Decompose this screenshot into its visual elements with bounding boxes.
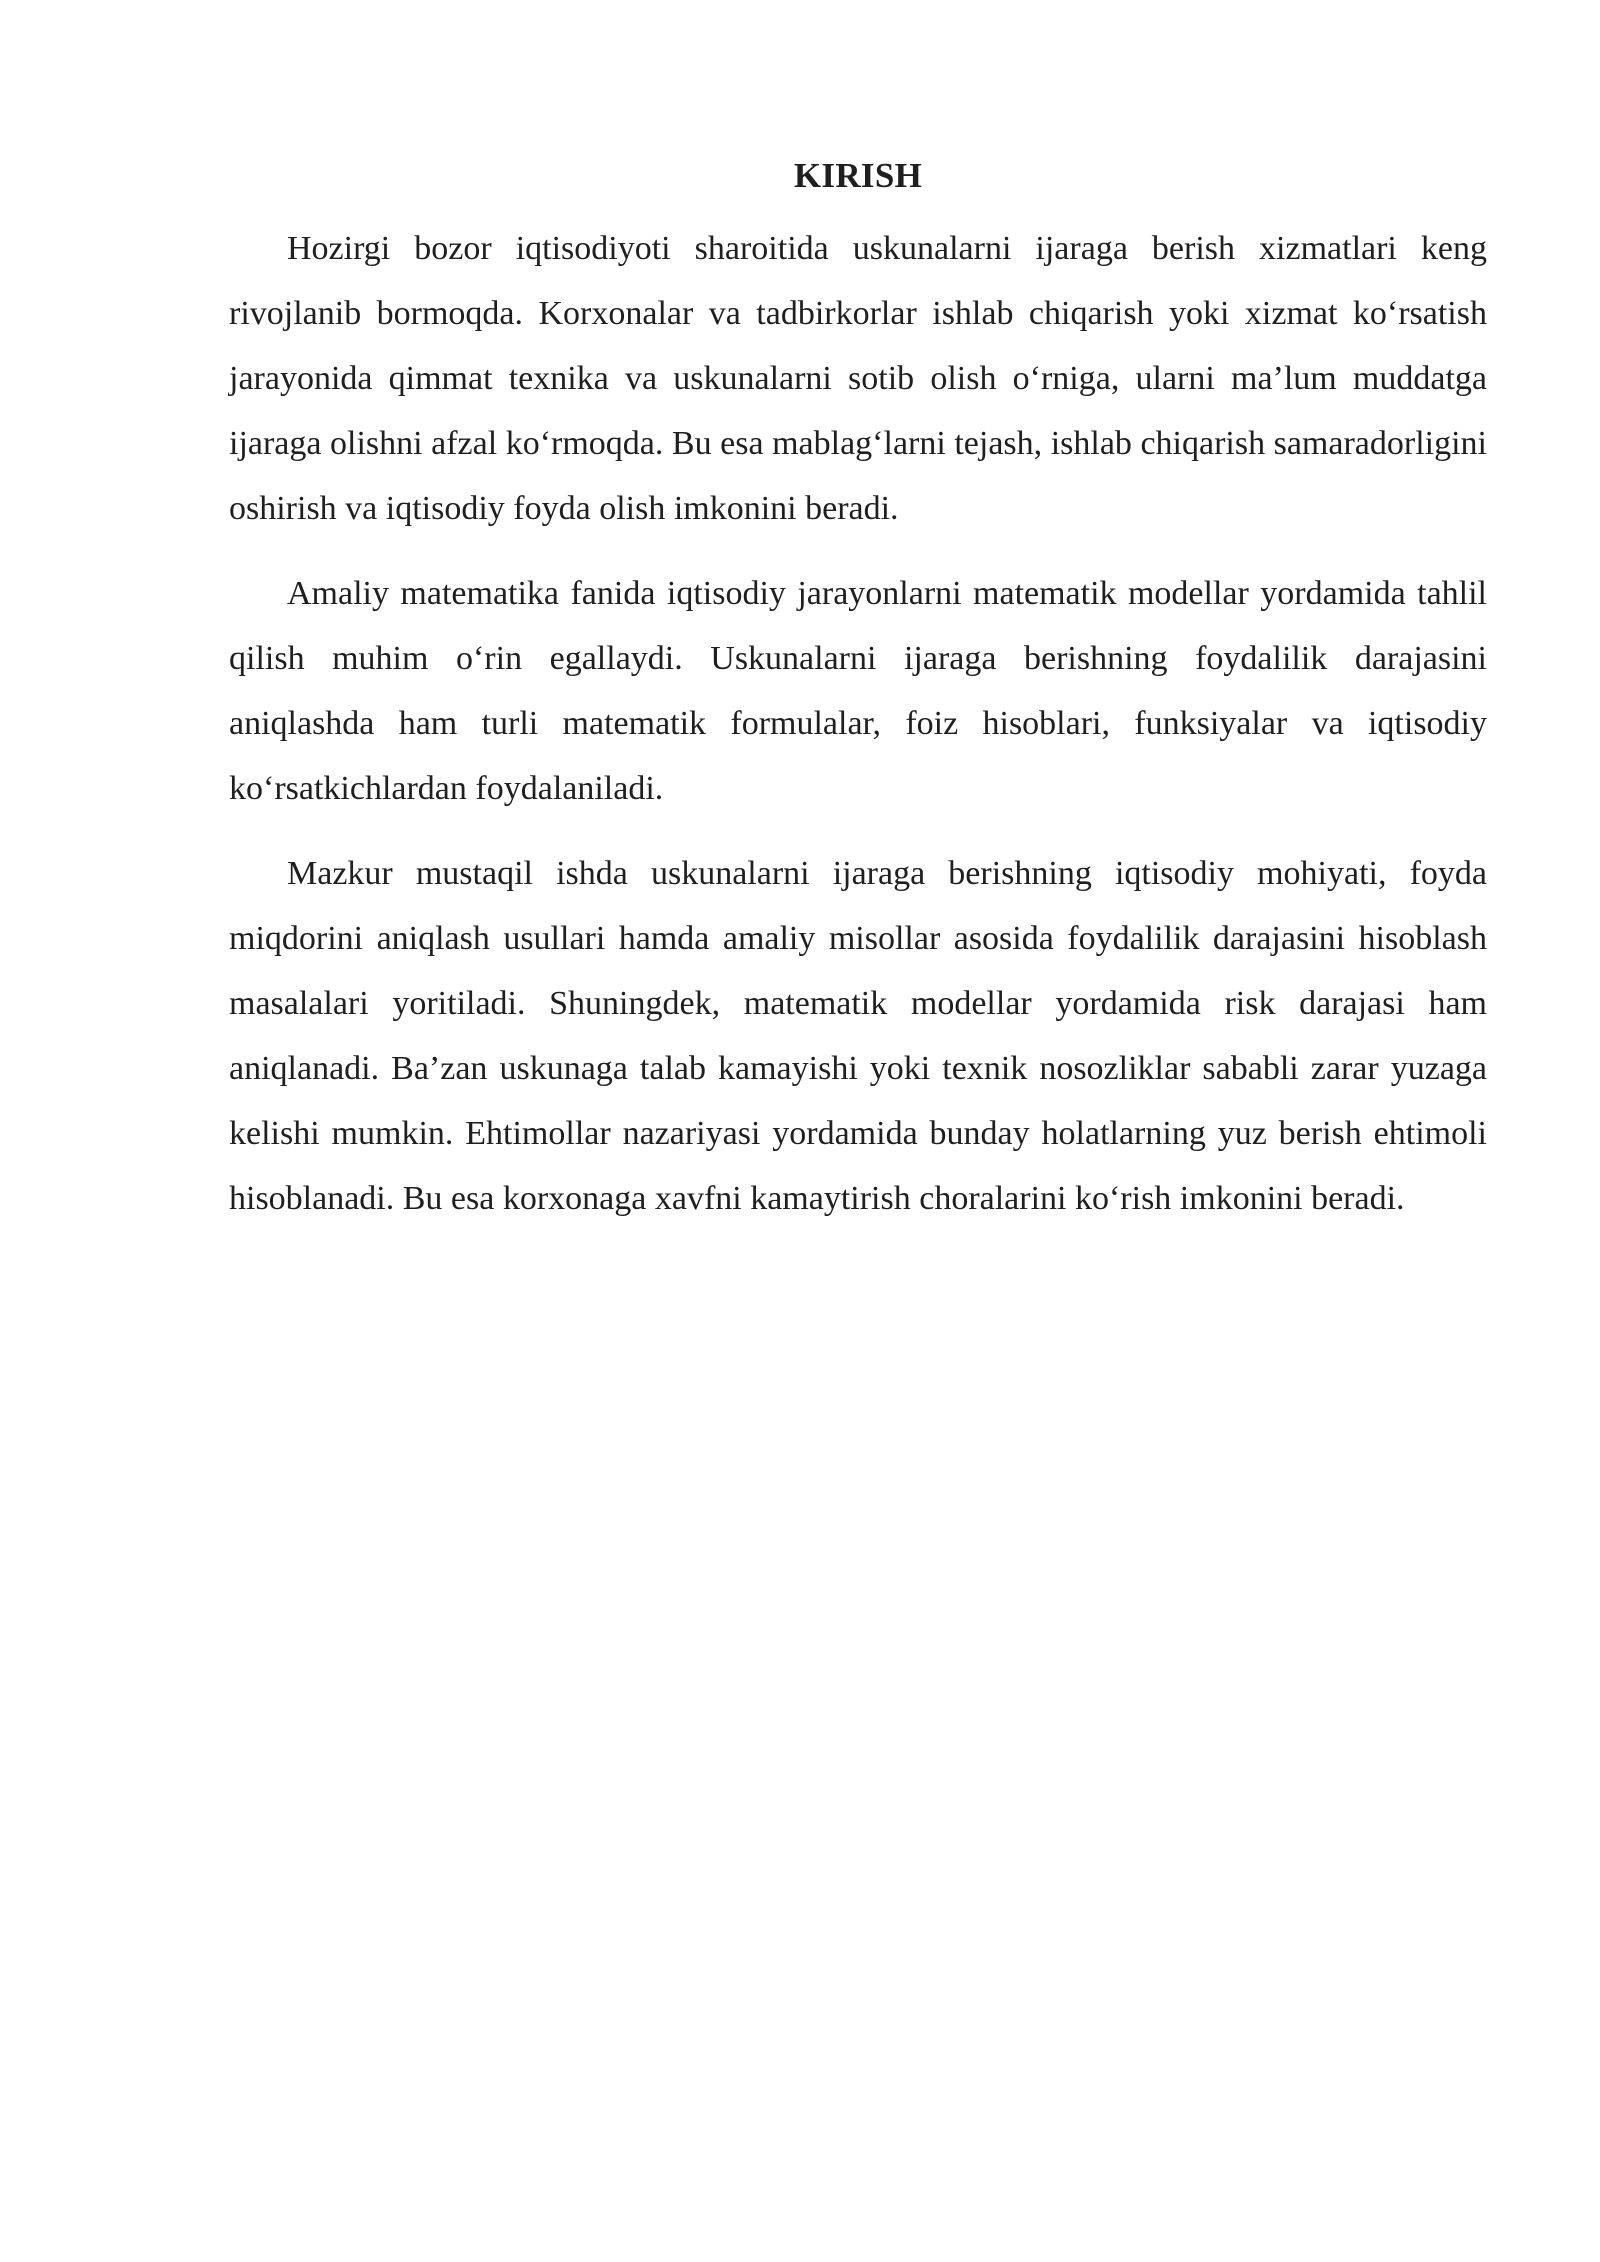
page-content — [229, 146, 1487, 1251]
section-title: KIRISH — [793, 156, 923, 195]
paragraph-2: Amaliy matematika fanida iqtisodiy jarayonlarni matematik modellar yordamida tahlil qilish muhim o‘rin egallaydi. Uskunalarni ijaraga berishning foydalilik darajasini aniqlashda ham turli matematik formulalar, foiz hisoblari, funksiyalar va iqtisodiy ko‘rsatkichlardan foydalaniladi. — [229, 575, 1487, 807]
paragraph-3: Mazkur mustaqil ishda uskunalarni ijaraga berishning iqtisodiy mohiyati, foyda miqdorini aniqlash usullari hamda amaliy misollar asosida foydalilik darajasini hisoblash masalalari yoritiladi. Shuningdek, matematik modellar yordamida risk darajasi ham aniqlanadi. Ba’zan uskunaga talab kamayishi yoki texnik nosozliklar sababli zarar yuzaga kelishi mumkin. Ehtimollar nazariyasi yordamida bunday holatlarning yuz berish ehtimoli hisoblanadi. Bu esa korxonaga xavfni kamaytirish choralarini ko‘rish imkonini beradi. — [229, 855, 1487, 1217]
paragraph-1: Hozirgi bozor iqtisodiyoti sharoitida uskunalarni ijaraga berish xizmatlari keng rivojlanib bormoqda. Korxonalar va tadbirkorlar ishlab chiqarish yoki xizmat ko‘rsatish jarayonida qimmat texnika va uskunalarni sotib olish o‘rniga, ularni ma’lum muddatga ijaraga olishni afzal ko‘rmoqda. Bu esa mablag‘larni tejash, ishlab chiqarish samaradorligini oshirish va iqtisodiy foyda olish imkonini beradi. — [229, 230, 1487, 527]
